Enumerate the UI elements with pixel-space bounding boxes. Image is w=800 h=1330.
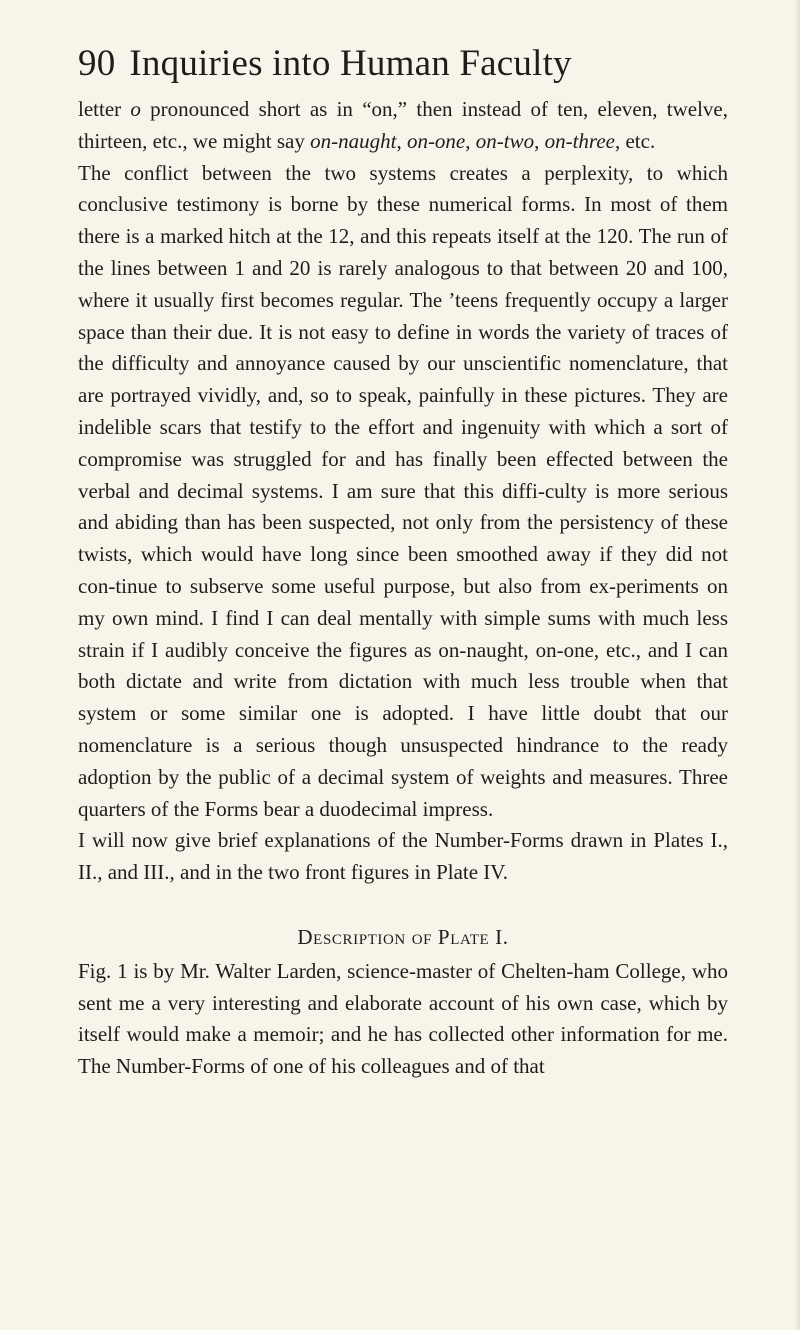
section-heading: Description of Plate I. [297,924,509,949]
page-edge-shadow [794,0,800,1330]
paragraph [78,825,728,889]
text-segment: , [465,128,476,153]
italic-text-segment: on-two [475,128,535,153]
text-segment: pronounced short as in “on,” then instead of ten, eleven, twelve, thirteen, etc., we might say [78,97,728,153]
italic-text-segment: on-naught [310,128,397,153]
paragraph [78,158,728,826]
running-header [78,42,728,86]
italic-text-segment: o [130,97,141,121]
body-text [78,94,728,1083]
text-segment: Fig. 1 is by Mr. Walter Larden, science-master of Chelten-ham College, who sent me a very interesting and elaborate account of his own case, which by itself would make a memoir; and he has collected other information for me. The Number-Forms of one of his colleagues and of that [78,958,728,1079]
text-segment: letter [78,97,131,121]
book-page [78,42,728,1083]
italic-text-segment: on-one [406,128,466,153]
text-segment: , etc. [614,128,656,153]
paragraph [78,94,728,158]
italic-text-segment: on-three [544,128,615,153]
running-title: Inquiries into Human Faculty [129,43,572,84]
text-segment: , [396,128,407,153]
page-number: 90 [78,43,116,84]
text-segment: , [534,128,545,153]
text-segment: The conflict between the two systems creates a perplexity, to which conclusive testimony is borne by these numerical forms. In most of them there is a marked hitch at the 12, and this repeats itself at the 120. The run of the lines between 1 and 20 is rarely analogous to that between 20 and 100, where it usually first becomes regular. The ’teens frequently occupy a larger space than their due. It is not easy to define in words the variety of traces of the difficulty and annoyance caused by our unscientific nomenclature, that are portrayed vividly, and, so to speak, painfully in these pictures. They are indelible scars that testify to the effort and ingenuity with which a sort of compromise was struggled for and has finally been effected between the verbal and decimal systems. I am sure that this diffi-culty is more serious and abiding than has been suspected, not only from the persistency of these twists, which would have long since been smoothed away if they did not con-tinue to subserve some useful purpose, but also from ex-periments on my own mind. I find I can deal mentally with simple sums with much less strain if I audibly conceive the figures as on-naught, on-one, etc., and I can both dictate and write from dictation with much less trouble when that system or some similar one is adopted. I have little doubt that our nomenclature is a serious though unsuspected hindrance to the ready adoption by the public of a decimal system of weights and measures. Three quarters of the Forms bear a duodecimal impress. [78,160,728,821]
text-segment: I will now give brief explanations of the Number-Forms drawn in Plates I., II., and III., and in the two front figures in Plate IV. [78,828,728,885]
paragraph [78,956,728,1083]
